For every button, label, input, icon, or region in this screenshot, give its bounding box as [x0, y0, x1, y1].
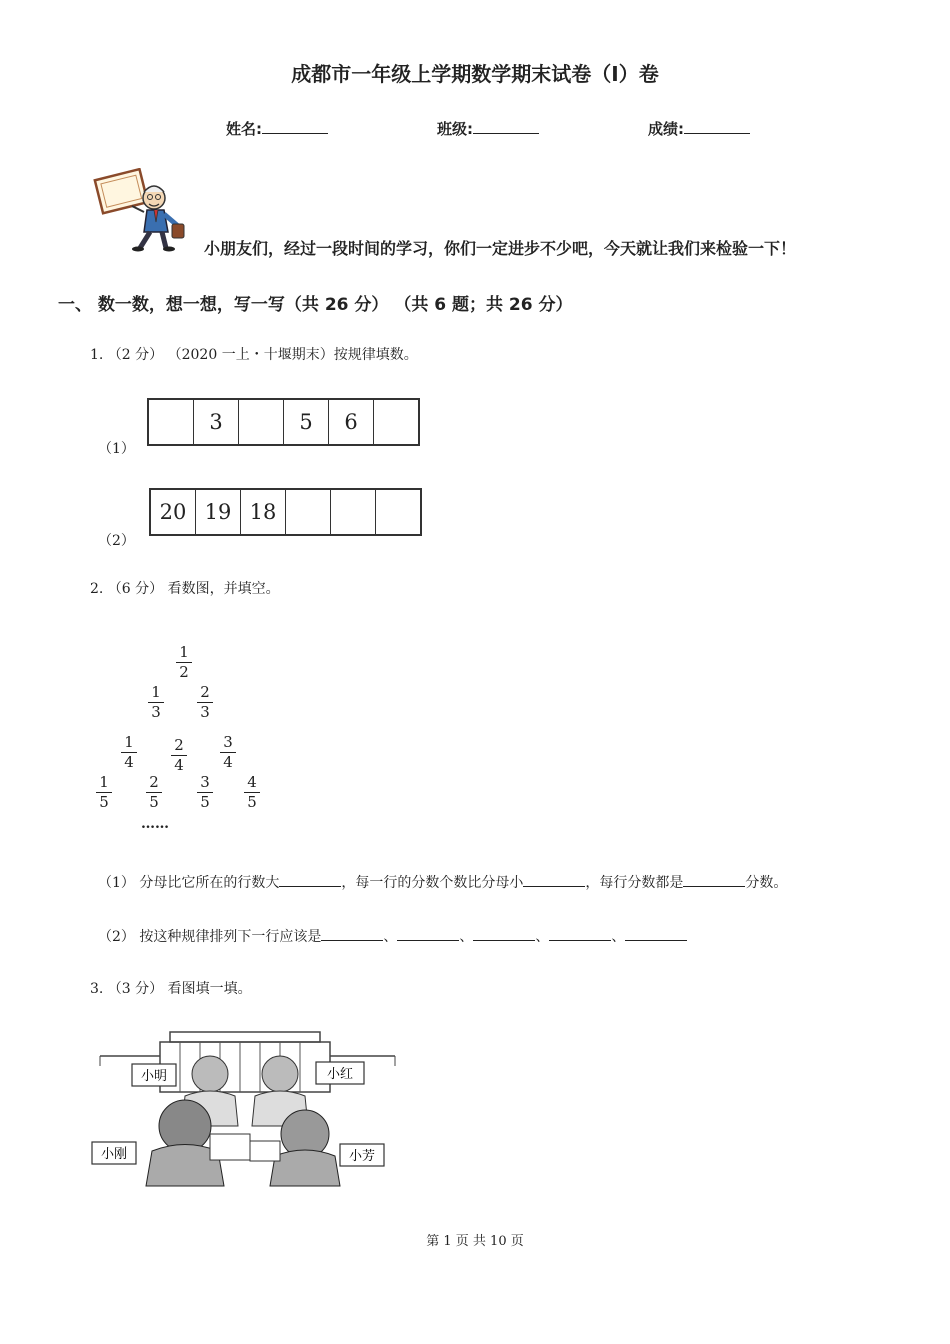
fraction: 2 3 [197, 684, 213, 721]
fraction: 1 2 [176, 644, 192, 681]
fraction: 3 4 [220, 734, 236, 771]
page-title: 成都市一年级上学期数学期末试卷（I）卷 [291, 62, 659, 86]
question-2-stem: 2. （6 分） 看数图，并填空。 [90, 581, 280, 597]
sequence-cell: 20 [150, 489, 196, 535]
separator: 、 [611, 929, 626, 945]
answer-blank[interactable] [279, 874, 341, 887]
page-footer: 第 1 页 共 10 页 [426, 1234, 524, 1249]
fraction: 2 4 [171, 737, 187, 774]
fraction: 1 5 [96, 774, 112, 811]
teacher-cartoon-illustration [92, 168, 196, 252]
score-blank[interactable] [684, 119, 750, 134]
sequence-cell[interactable] [374, 399, 420, 445]
fraction: 1 4 [121, 734, 137, 771]
q2-sub1-text-c: ，每行分数都是 [585, 875, 684, 891]
sequence-cell[interactable] [148, 399, 194, 445]
q2-sub2-text: （2） 按这种规律排列下一行应该是 [98, 929, 322, 945]
fraction: 2 5 [146, 774, 162, 811]
q2-sub1-text-d: 分数。 [745, 875, 788, 891]
label-xiaofang: 小芳 [348, 1149, 376, 1164]
q2-sub1-text-b: ，每一行的分数个数比分母小 [341, 875, 524, 891]
label-xiaohong: 小红 [326, 1067, 354, 1082]
separator: 、 [535, 929, 550, 945]
class-field [437, 118, 539, 139]
fraction: 4 5 [244, 774, 260, 811]
sequence-cell: 19 [196, 489, 241, 535]
class-blank[interactable] [473, 119, 539, 134]
sequence-cell[interactable] [286, 489, 331, 535]
separator: 、 [459, 929, 474, 945]
sequence-cell: 18 [241, 489, 286, 535]
q1-part1-sequence-grid [147, 398, 420, 446]
sequence-cell[interactable] [239, 399, 284, 445]
q2-sub1 [98, 872, 787, 892]
label-xiaogang: 小刚 [100, 1147, 128, 1162]
sequence-cell: 6 [329, 399, 374, 445]
answer-blank[interactable] [523, 874, 585, 887]
sequence-cell: 3 [194, 399, 239, 445]
answer-blank[interactable] [683, 874, 745, 887]
section-heading: 一、 数一数，想一想，写一写（共 26 分） （共 6 题；共 26 分） [58, 295, 573, 315]
sequence-cell: 5 [284, 399, 329, 445]
label-xiaoming: 小明 [140, 1069, 168, 1084]
score-label: 成绩: [648, 120, 684, 138]
question-1-stem: 1. （2 分） （2020 一上・十堰期末）按规律填数。 [90, 347, 418, 363]
class-label: 班级: [437, 120, 473, 138]
fraction: 1 3 [148, 684, 164, 721]
name-label: 姓名: [226, 120, 262, 138]
q2-sub1-text-a: （1） 分母比它所在的行数大 [98, 875, 280, 891]
fraction-ellipsis: …… [141, 816, 169, 832]
q1-part2-label: （2） [98, 533, 135, 549]
answer-blank[interactable] [473, 928, 535, 941]
classroom-illustration [90, 1026, 400, 1192]
q1-part1-label: （1） [98, 441, 135, 457]
sequence-cell[interactable] [376, 489, 422, 535]
question-3-stem: 3. （3 分） 看图填一填。 [90, 981, 252, 997]
answer-blank[interactable] [625, 928, 687, 941]
answer-blank[interactable] [549, 928, 611, 941]
answer-blank[interactable] [397, 928, 459, 941]
q1-part2-sequence-grid [149, 488, 422, 536]
score-field [648, 118, 750, 139]
name-blank[interactable] [262, 119, 328, 134]
separator: 、 [383, 929, 398, 945]
name-field [226, 118, 328, 139]
answer-blank[interactable] [321, 928, 383, 941]
sequence-cell[interactable] [331, 489, 376, 535]
fraction: 3 5 [197, 774, 213, 811]
greeting-text: 小朋友们，经过一段时间的学习，你们一定进步不少吧，今天就让我们来检验一下！ [204, 239, 797, 258]
q2-sub2 [98, 926, 687, 946]
